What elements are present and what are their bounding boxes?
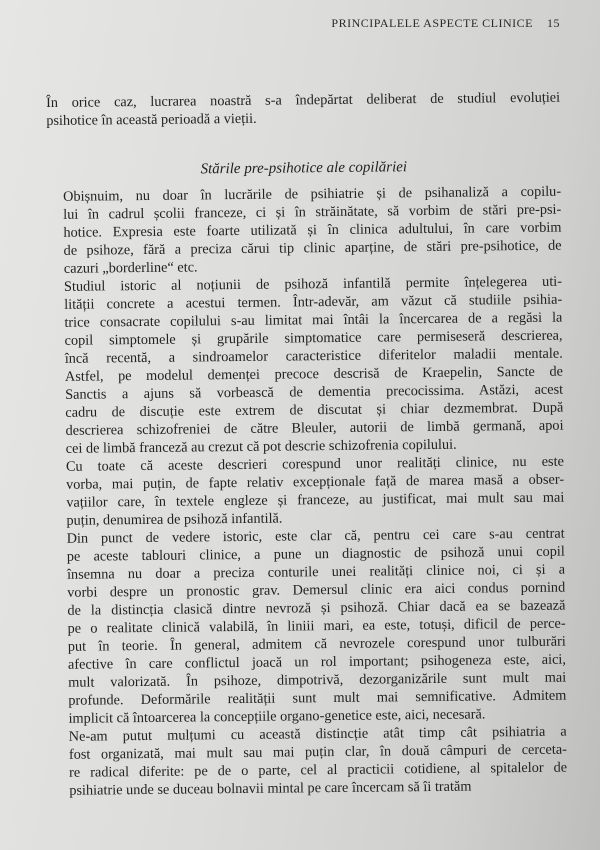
paragraph: [47, 183, 562, 278]
section-heading: Stările pre-psihotice ale copilăriei: [200, 159, 408, 178]
text-line: vațiilor care, în textele engleze și franceze, au justificat, mai mult sau mai: [66, 489, 565, 511]
paragraph: [53, 723, 568, 800]
text-line: cei de limbă franceză au crezut că pot descrie schizofrenia copilului.: [65, 436, 457, 457]
text-line: Studiul istoric al noțiunii de psihoză infantilă permite înțelegerea uti-: [63, 273, 563, 295]
text-line: vorbi despre un pronostic grav. Demersul clinic era aici condus pornind: [67, 579, 566, 601]
running-head: [331, 16, 560, 31]
text-line: copil simptomele și grupările simptomatice care permiseseră descrierea,: [64, 327, 563, 349]
text-line: de la distincția clasică dintre nevroză și psihoză. Chiar dacă ea se bazează: [67, 597, 566, 619]
text-line: încă recentă, a sindroamelor caracteristice diferitelor maladii mentale.: [64, 345, 563, 367]
text-line: mult valorizată. În psihoze, dimpotrivă, dezorganizările sunt mult mai: [68, 669, 567, 691]
text-line: psihotice în această perioadă a vieții.: [46, 110, 257, 129]
intro-paragraph: [46, 89, 560, 130]
text-line: lui în cadrul școlii franceze, ci și în străinătate, să vorbim de stări pre-psi-: [63, 201, 562, 223]
text-line: re radical diferite: pe de o parte, cel al practicii cotidiene, al spitalelor de: [69, 759, 568, 781]
body-text: [46, 89, 567, 800]
text-line: implicit că întoarcerea la concepțiile organo-genetice este, aici, necesară.: [68, 706, 486, 727]
text-line: lității concrete a acestui termen. Într-adevăr, am văzut că studiile psihia-: [64, 291, 563, 313]
text-line: Din punct de vedere istoric, este clar că, pentru cei care s-au centrat: [66, 525, 565, 547]
text-line: Cu toate că aceste descrieri corespund unor realități clinice, nu este: [65, 453, 564, 475]
text-line: Sanctis a ajuns să vorbească de dementia precocissima. Astăzi, acest: [65, 381, 564, 403]
text-line: put în teorie. În general, admitem că nevrozele corespund unor tulburări: [67, 633, 566, 655]
text-line: Obișnuim, nu doar în lucrările de psihiatrie și de psihanaliză a copilu-: [62, 183, 562, 205]
text-line: pe aceste tablouri clinice, a pune un diagnostic de psihoză unui copil: [66, 543, 565, 565]
text-line: descrierea schizofreniei de către Bleuler, autorii de limbă germană, apoi: [65, 417, 564, 439]
text-line: profunde. Deformările realității sunt mult mai semnificative. Admitem: [68, 687, 567, 709]
text-line: fost organizată, mai mult sau mai puțin clar, în două câmpuri de cerceta-: [68, 741, 567, 763]
text-line: cadru de discuție este extrem de discutat și chiar dezmembrat. După: [65, 399, 564, 421]
text-line: trice consacrate copilului s-au limitat mai întâi la încercarea de a regăsi la: [64, 309, 563, 331]
text-line: pe o realitate clinică valabilă, în liniii mari, ea este, totuși, dificil de perce-: [67, 615, 566, 637]
text-line: Ne-am putut mulțumi cu această distincție atât timp cât psihiatria a: [68, 723, 567, 745]
text-line: Astfel, pe modelul demenței precoce descrisă de Kraepelin, Sancte de: [64, 363, 564, 385]
text-line: de psihoze, fără a preciza cărui tip clinic aparține, de stări pre-psihotice, de: [63, 237, 562, 259]
paragraphs: [47, 183, 567, 800]
text-line: psihiatrie unde se duceau bolnavii mintal pe care încercam să îi tratăm: [69, 778, 472, 799]
running-head-title: PRINCIPALELE ASPECTE CLINICE: [331, 16, 533, 30]
paragraph: [50, 453, 565, 530]
text-line: hotice. Expresia este foarte utilizată și în clinica adultului, în care vorbim: [63, 219, 562, 241]
text-line: cazuri „borderline“ etc.: [63, 259, 198, 277]
paragraph: [48, 273, 564, 458]
text-line: În orice caz, lucrarea noastră s-a îndepărtat deliberat de studiul evoluției: [46, 89, 561, 111]
text-line: puțin, denumirea de psihoză infantilă.: [66, 510, 283, 529]
paragraph: [51, 525, 567, 728]
text-line: vorba, mai puțin, de fapte relativ excepționale față de marea masă a obser-: [66, 471, 565, 493]
text-line: afective în care conflictul joacă un rol important; psihogeneza este, aici,: [67, 651, 567, 673]
text-line: însemna nu doar a preciza conturile unei realități clinice noi, ci și a: [66, 561, 566, 583]
page-number: 15: [547, 16, 560, 30]
